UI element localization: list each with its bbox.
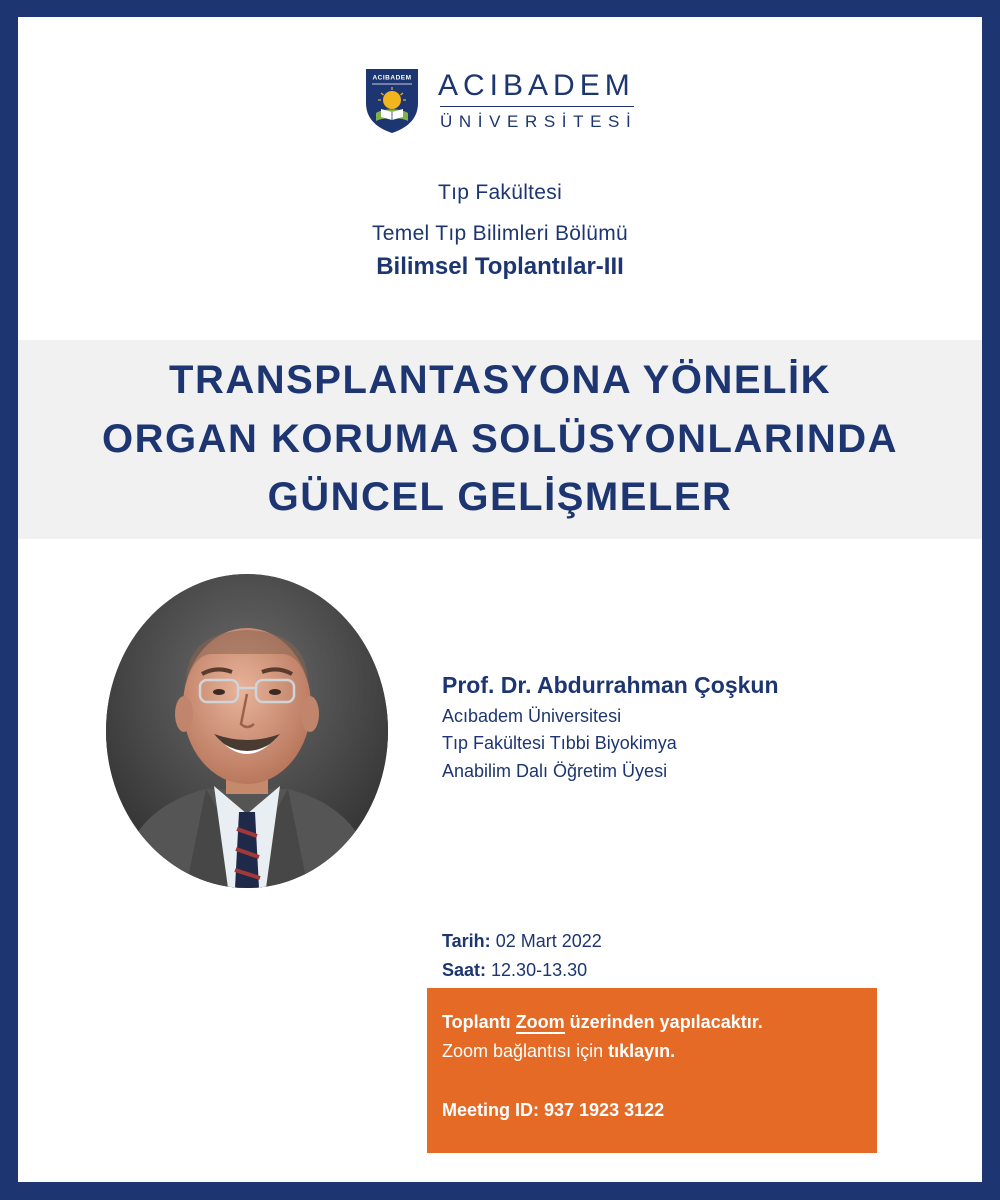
- university-shield-icon: [364, 67, 420, 135]
- event-date: [442, 931, 602, 952]
- zoom-line-2: [442, 1041, 675, 1062]
- title-band: [18, 340, 982, 539]
- zoom-line2-pre: Zoom bağlantısı için: [442, 1041, 609, 1061]
- zoom-info-box: [427, 988, 877, 1153]
- speaker-affiliation-3: Anabilim Dalı Öğretim Üyesi: [442, 761, 668, 781]
- join-link[interactable]: tıklayın.: [608, 1041, 676, 1061]
- title-line-2: ORGAN KORUMA SOLÜSYONLARINDA: [101, 417, 899, 461]
- zoom-line1-pre: Toplantı: [442, 1012, 516, 1032]
- zoom-line-1: [442, 1012, 763, 1033]
- speaker-affiliation-2: Tıp Fakültesi Tıbbi Biyokimya: [442, 733, 677, 753]
- title-line-1: TRANSPLANTASYONA YÖNELİK: [169, 358, 831, 402]
- speaker-photo: [106, 574, 388, 888]
- meeting-series: Bilimsel Toplantılar-III: [376, 253, 624, 280]
- faculty-name: Tıp Fakültesi: [437, 181, 563, 204]
- speaker-affiliation-1: Acıbadem Üniversitesi: [442, 706, 622, 726]
- time-value: 12.30-13.30: [491, 960, 588, 980]
- shield-text: ACIBADEM: [372, 74, 412, 82]
- time-label: Saat:: [442, 960, 487, 980]
- logo-name: ACIBADEM: [438, 69, 635, 102]
- zoom-link[interactable]: Zoom: [515, 1012, 565, 1032]
- poster-page: [18, 17, 982, 1182]
- date-label: Tarih:: [442, 931, 491, 951]
- zoom-line1-post: üzerinden yapılacaktır.: [564, 1012, 763, 1032]
- event-time: [442, 960, 587, 981]
- date-value: 02 Mart 2022: [495, 931, 602, 951]
- speaker-name: Prof. Dr. Abdurrahman Çoşkun: [442, 672, 779, 698]
- logo-divider: [440, 106, 634, 107]
- logo-subtitle: ÜNİVERSİTESİ: [440, 112, 638, 131]
- university-logo: [364, 67, 644, 137]
- title-line-3: GÜNCEL GELİŞMELER: [267, 475, 733, 519]
- speaker-portrait-illustration: [106, 574, 388, 888]
- department-name: Temel Tıp Bilimleri Bölümü: [372, 222, 628, 245]
- meeting-id: Meeting ID: 937 1923 3122: [442, 1100, 665, 1120]
